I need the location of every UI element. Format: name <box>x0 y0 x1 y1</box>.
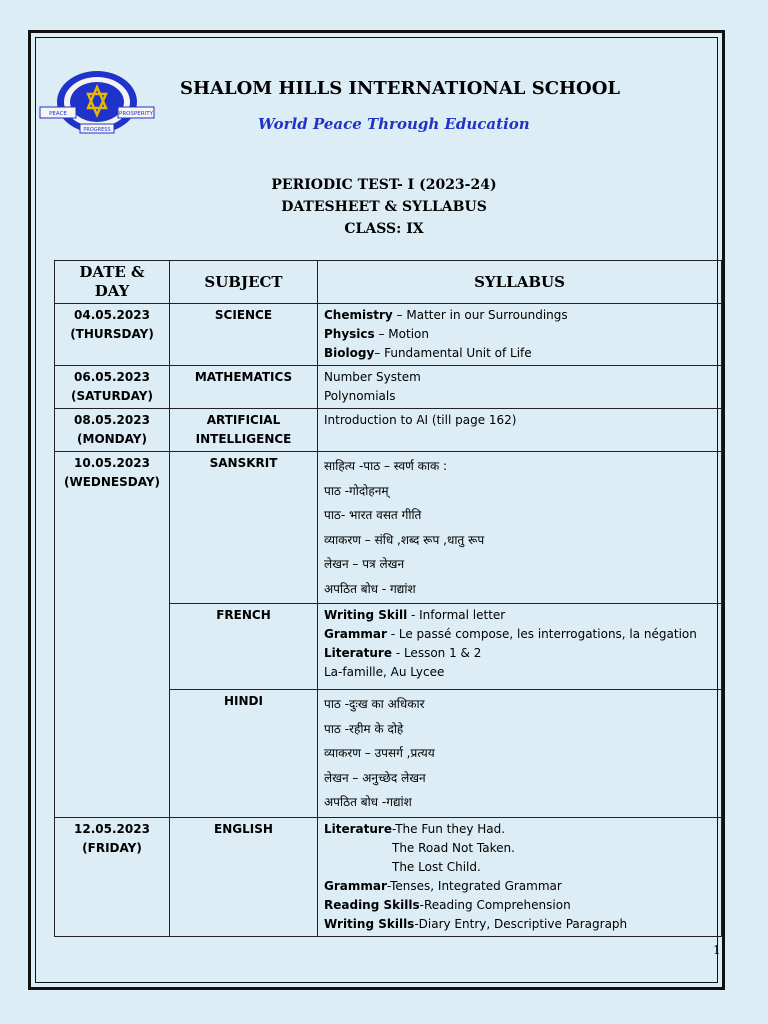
syllabus-cell <box>318 690 722 818</box>
syllabus-topic: Physics <box>324 327 375 341</box>
subject-cell: MATHEMATICS <box>170 366 318 409</box>
syllabus-topic: Writing Skills <box>324 916 415 931</box>
class-title: CLASS: IX <box>344 221 424 237</box>
syllabus-line <box>324 479 715 504</box>
syllabus-line <box>324 858 715 877</box>
syllabus-cell <box>318 817 722 936</box>
syllabus-topic: Literature <box>324 821 392 836</box>
syllabus-text: व्याकरण – उपसर्ग ,प्रत्यय <box>324 746 435 760</box>
syllabus-line <box>324 877 715 896</box>
syllabus-topic: Writing Skill <box>324 608 408 622</box>
datesheet-title: DATESHEET & SYLLABUS <box>281 199 487 215</box>
subject-cell: HINDI <box>170 690 318 818</box>
syllabus-line <box>324 325 715 344</box>
subject-cell: SANSKRIT <box>170 452 318 604</box>
subject-cell: SCIENCE <box>170 304 318 366</box>
syllabus-text: Polynomials <box>324 389 396 403</box>
syllabus-line <box>324 577 715 602</box>
syllabus-topic: Grammar <box>324 627 387 641</box>
syllabus-text: The Road Not Taken. <box>392 840 515 855</box>
date-cell <box>55 409 170 452</box>
logo-text-bottom: PROGRESS <box>83 127 111 133</box>
logo-text-left: PEACE <box>49 111 67 117</box>
syllabus-topic: Reading Skills <box>324 897 420 912</box>
header-date: DATE & DAY <box>55 261 170 304</box>
school-logo <box>38 70 156 136</box>
syllabus-text: - Lesson 1 & 2 <box>392 646 482 660</box>
syllabus-line <box>324 503 715 528</box>
date-cell <box>55 304 170 366</box>
syllabus-text: पाठ -रहीम के दोहे <box>324 721 404 736</box>
syllabus-text: पाठ -दुःख का अधिकार <box>324 697 425 711</box>
syllabus-line <box>324 454 715 479</box>
syllabus-line <box>324 915 715 934</box>
day: (FRIDAY) <box>82 840 142 855</box>
syllabus-line <box>324 344 715 363</box>
syllabus-text: अपठित बोध - गद्यांश <box>324 581 416 596</box>
syllabus-text: -The Fun they Had. <box>392 821 506 836</box>
syllabus-text: – Matter in our Surroundings <box>392 308 568 322</box>
syllabus-text: – Fundamental Unit of Life <box>374 346 532 360</box>
syllabus-line <box>324 766 715 791</box>
date: 08.05.2023 <box>74 413 150 427</box>
page-number: 1 <box>713 943 721 957</box>
date: 06.05.2023 <box>74 370 150 384</box>
syllabus-line <box>324 820 715 839</box>
date: 12.05.2023 <box>74 821 150 836</box>
date-cell <box>55 817 170 936</box>
header-subject: SUBJECT <box>170 261 318 304</box>
day: (WEDNESDAY) <box>63 475 161 489</box>
syllabus-text: – Motion <box>374 327 429 341</box>
syllabus-line <box>324 896 715 915</box>
day: (MONDAY) <box>77 432 147 446</box>
syllabus-text: -Tenses, Integrated Grammar <box>386 878 562 893</box>
syllabus-cell <box>318 604 722 690</box>
syllabus-cell <box>318 304 722 366</box>
syllabus-line <box>324 663 715 682</box>
syllabus-line <box>324 692 715 717</box>
syllabus-line <box>324 411 715 430</box>
table-row <box>55 409 722 452</box>
syllabus-text: साहित्य -पाठ – स्वर्ण काक : <box>324 459 448 473</box>
syllabus-line <box>324 306 715 325</box>
subject-cell: ARTIFICIAL INTELLIGENCE <box>170 409 318 452</box>
date: 10.05.2023 <box>74 456 150 470</box>
syllabus-line <box>324 644 715 663</box>
exam-title: PERIODIC TEST- I (2023-24) <box>271 177 497 193</box>
syllabus-text: Number System <box>324 370 421 384</box>
syllabus-text: पाठ- भारत वसत गीति <box>324 508 422 522</box>
syllabus-line <box>324 528 715 553</box>
subject-cell: FRENCH <box>170 604 318 690</box>
syllabus-text: La-famille, Au Lycee <box>324 665 445 679</box>
syllabus-cell <box>318 452 722 604</box>
syllabus-line <box>324 741 715 766</box>
syllabus-line <box>324 387 715 406</box>
syllabus-text: Introduction to AI (till page 162) <box>324 413 517 427</box>
logo-text-right: PROSPERITY <box>119 111 153 117</box>
syllabus-text: लेखन – अनुच्छेद लेखन <box>324 770 426 785</box>
table-header-row <box>55 261 722 304</box>
syllabus-line <box>324 368 715 387</box>
date-cell <box>55 452 170 818</box>
table-row <box>55 366 722 409</box>
syllabus-text: पाठ -गोदोहनम् <box>324 483 389 498</box>
syllabus-text: -Diary Entry, Descriptive Paragraph <box>414 916 628 931</box>
table-row <box>55 817 722 936</box>
syllabus-text: अपठित बोध -गद्यांश <box>324 795 412 809</box>
subject-cell: ENGLISH <box>170 817 318 936</box>
title-block <box>0 174 768 240</box>
date: 04.05.2023 <box>74 308 150 322</box>
datesheet-table <box>54 260 722 937</box>
syllabus-line <box>324 717 715 742</box>
school-name: SHALOM HILLS INTERNATIONAL SCHOOL <box>180 78 621 99</box>
syllabus-line <box>324 790 715 815</box>
day: (SATURDAY) <box>71 389 153 403</box>
syllabus-line <box>324 606 715 625</box>
syllabus-topic: Grammar <box>324 878 387 893</box>
syllabus-text: -Reading Comprehension <box>419 897 571 912</box>
day: (THURSDAY) <box>70 327 154 341</box>
table-row <box>55 452 722 604</box>
date-cell <box>55 366 170 409</box>
syllabus-cell <box>318 409 722 452</box>
table-row <box>55 304 722 366</box>
syllabus-text: The Lost Child. <box>392 859 481 874</box>
syllabus-line <box>324 625 715 644</box>
syllabus-topic: Chemistry <box>324 308 393 322</box>
syllabus-line <box>324 552 715 577</box>
syllabus-line <box>324 839 715 858</box>
school-motto: World Peace Through Education <box>258 115 530 133</box>
syllabus-topic: Biology <box>324 346 375 360</box>
syllabus-text: लेखन – पत्र लेखन <box>324 557 405 571</box>
syllabus-text: - Le passé compose, les interrogations, la négation <box>386 627 697 641</box>
syllabus-text: व्याकरण – संधि ,शब्द रूप ,धातु रूप <box>324 532 485 547</box>
syllabus-cell <box>318 366 722 409</box>
syllabus-topic: Literature <box>324 646 392 660</box>
header-syllabus: SYLLABUS <box>318 261 722 304</box>
syllabus-text: - Informal letter <box>407 608 506 622</box>
